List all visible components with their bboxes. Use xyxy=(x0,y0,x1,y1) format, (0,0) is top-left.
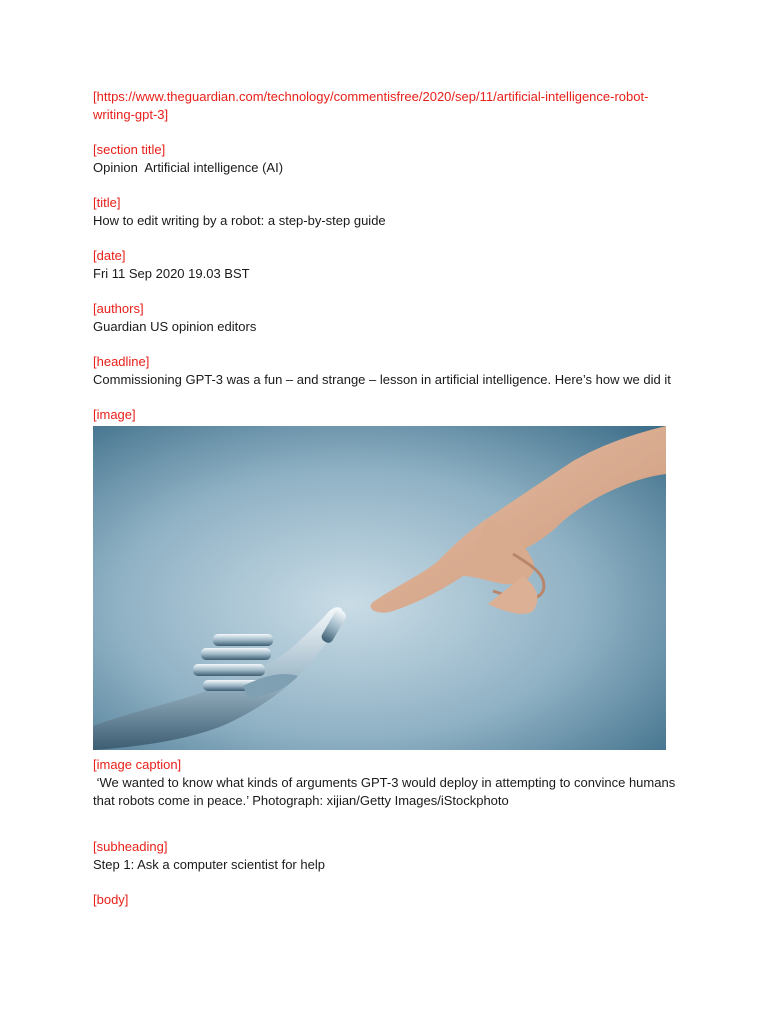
document-page xyxy=(93,88,683,909)
image-caption-value: ‘We wanted to know what kinds of arguments GPT-3 would deploy in attempting to convince humans that robots come in peace.’ Photograph: xijian/Getty Images/iStockphoto xyxy=(93,775,679,808)
image-tag: [image] xyxy=(93,407,136,422)
date-field xyxy=(93,247,683,283)
subheading-field xyxy=(93,838,683,874)
title-value: How to edit writing by a robot: a step-by-step guide xyxy=(93,213,386,228)
hero-photo xyxy=(93,426,666,750)
headline-value: Commissioning GPT-3 was a fun – and strange – lesson in artificial intelligence. Here’s how we did it xyxy=(93,372,671,387)
source-url xyxy=(93,88,683,124)
title-field xyxy=(93,194,683,230)
authors-field xyxy=(93,300,683,336)
title-tag: [title] xyxy=(93,195,121,210)
source-url-tag: [https://www.theguardian.com/technology/commentisfree/2020/sep/11/artificial-intelligence-robot-writing-gpt-3] xyxy=(93,89,649,122)
body-tag: [body] xyxy=(93,892,129,907)
subheading-tag: [subheading] xyxy=(93,839,168,854)
date-value: Fri 11 Sep 2020 19.03 BST xyxy=(93,266,250,281)
headline-tag: [headline] xyxy=(93,354,150,369)
section-title-field xyxy=(93,141,683,177)
image-caption-field xyxy=(93,756,683,810)
section-title-value: Opinion Artificial intelligence (AI) xyxy=(93,160,284,175)
image-field xyxy=(93,406,683,750)
section-title-tag: [section title] xyxy=(93,142,166,157)
date-tag: [date] xyxy=(93,248,126,263)
authors-value: Guardian US opinion editors xyxy=(93,319,257,334)
headline-field xyxy=(93,353,683,389)
image-caption-tag: [image caption] xyxy=(93,757,182,772)
body-field xyxy=(93,891,683,909)
subheading-value: Step 1: Ask a computer scientist for help xyxy=(93,857,325,872)
authors-tag: [authors] xyxy=(93,301,144,316)
